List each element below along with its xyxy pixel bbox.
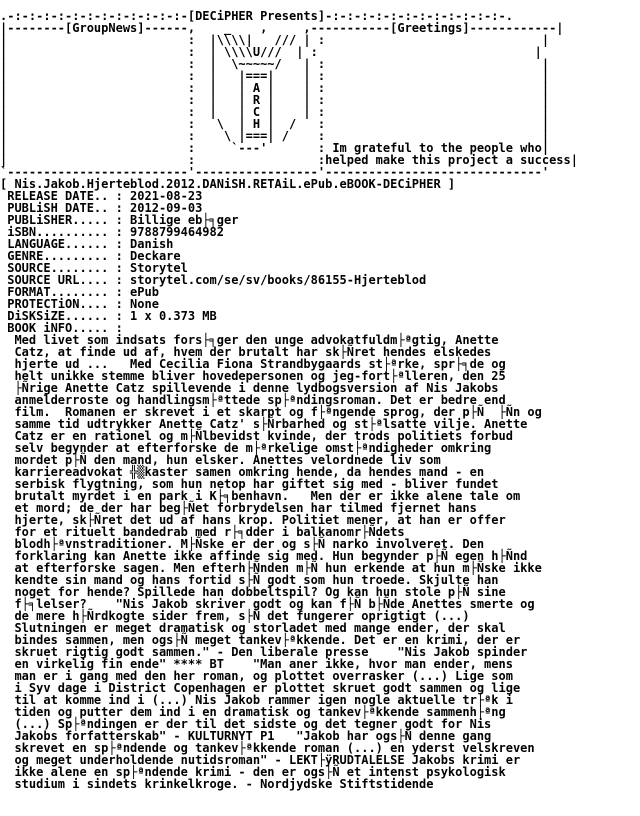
nfo-line: at efterforske sagen. Men efterh├Ñnden m├Ñ hun erkende at hun m├Ñske ikke [0,561,542,575]
nfo-line: PROTECTiON.... : None [0,297,159,311]
nfo-line: BOOK iNFO..... : [0,321,123,335]
nfo-line: Med livet som indsats fors├╕ger den unge advokatfuldm├ªgtig, Anette [0,333,499,347]
nfo-line: i Syv dage i District Copenhagen er plottet skruet godt sammen og lige [0,681,521,695]
nfo-line: film. Romanen er skrevet i et skarpt og f├ªngende sprog, der p├Ñ ├Ñn og [0,405,542,419]
nfo-line: samme tid udtrykker Anette Catz' s├Ñrbarhed og st├ªlsatte vilje. Anette [0,417,528,431]
nfo-line: man er i gang med den her roman, og plottet overrasker (...) Lige som [0,669,513,683]
nfo-line: og meget underholdende nutidsroman" - LEKT├ÿRUDTALELSE Jakobs krimi er [0,753,521,767]
nfo-line: RELEASE DATE.. : 2021-08-23 [0,189,203,203]
nfo-line: ├Ñrige Anette Catz spillevende i denne lydbogsversion af Nis Jakobs [0,381,499,395]
nfo-line: serbisk flygtning, som hun netop har giftet sig med - bliver fundet [0,477,499,491]
nfo-line: iSBN.......... : 9788799464982 [0,225,224,239]
nfo-line: Slutningen er meget dramatisk og storladet med mange ender, der skal [0,621,506,635]
nfo-line: Catz, at finde ud af, hvem der brutalt har sk├Ñret hendes elskedes [0,345,492,359]
nfo-line: forklaring kan Anette ikke affinde sig med. Hun begynder p├Ñ egen h├Ñnd [0,549,528,563]
nfo-line: f├╕lelser? "Nis Jakob skriver godt og kan f├Ñ b├Ñde Anettes smerte og [0,597,535,611]
nfo-line: FORMAT........ : ePub [0,285,159,299]
nfo-line: blodh├ªvnstraditioner. M├Ñske er der og s├Ñ narko involveret. Den [0,537,485,551]
nfo-line: for et rituelt bandedrab med r├╕dder i balkanomr├Ñdets [0,525,405,539]
nfo-line: | : `---' : Im grateful to the people who| [0,141,550,155]
nfo-line: kendte sin mand og hans fortid s├Ñ godt som hun troede. Skjulte han [0,573,499,587]
nfo-line: | : |\\\\| /// | : | [0,33,550,47]
nfo-line: GENRE......... : Deckare [0,249,181,263]
nfo-line: | : | |===| | : | [0,69,550,83]
nfo-line: SOURCE........ : Storytel [0,261,188,275]
nfo-line: de mere h├Ñrdkogte sider frem, s├Ñ det fungerer oprigtigt (...) [0,609,470,623]
nfo-line: selv begynder at efterforske de m├ªrkelige omst├ªndigheder omkring [0,441,492,455]
nfo-line: LANGUAGE...... : Danish [0,237,174,251]
nfo-line: skruet rigtig godt sammen." - Den liberale presse "Nis Jakob spinder [0,645,528,659]
nfo-line: brutalt myrdet i en park i K├╕benhavn. Men der er ikke alene tale om [0,489,521,503]
nfo-line: mordet p├Ñ den mand, hun elsker. Anettes velordnede liv som [0,453,441,467]
nfo-line: anmelderroste og handlingsm├ªttede sp├ªndingsroman. Det er bedre end [0,393,506,407]
nfo-line: | : | | A | | : | [0,81,550,95]
nfo-line: .-:-:-:-:-:-:-:-:-:-:-:-:-[DECiPHER Presents]-:-:-:-:-:-:-:-:-:-:-:-:-. [0,9,513,23]
nfo-line: [ Nis.Jakob.Hjerteblod.2012.DANiSH.RETAiL.ePub.eBOOK-DECiPHER ] [0,177,456,191]
nfo-line: PUBLiSHER..... : Billige eb├╕ger [0,213,239,227]
nfo-line: hjerte ud ... Med Cecilia Fiona Strandbygaards st├ªrke, spr├╕de og [0,357,506,371]
nfo-line: PUBLiSH DATE.. : 2012-09-03 [0,201,203,215]
nfo-line: Catz er en rationel og m├Ñlbevidst kvinde, der trods politiets forbud [0,429,513,443]
nfo-line: Jakobs forfatterskab" - KULTURNYT P1 "Jakob har ogs├Ñ denne gang [0,729,492,743]
nfo-line: tiden og putter dem ind i en dramatisk og tankev├ªkkende sammenh├ªng [0,705,506,719]
nfo-line: | : \ | H | / : | [0,117,550,131]
nfo-text-document [0,10,578,790]
nfo-line: |--------[GroupNews]------, _ , ,-----------[Greetings]------------| [0,21,564,35]
nfo-line: | : :helped make this project a success| [0,153,578,167]
nfo-line: | : | \~~~~~/ | : | [0,57,550,71]
nfo-line: et mord; de der har beg├Ñet forbrydelsen har tilmed fjernet hans [0,501,477,515]
nfo-line: helt unikke stemme bliver hovedepersonen og jeg-fort├ªlleren, den 25 [0,369,506,383]
nfo-line: | : | | R | | : | [0,93,550,107]
nfo-line: en virkelig fin ende" **** BT "Man aner ikke, hvor man ender, mens [0,657,513,671]
nfo-line: skrevet en sp├ªndende og tankev├ªkkende roman (...) en yderst velskreven [0,741,535,755]
nfo-line: til at komme ind i (...) Nis Jakob rammer igen nogle aktuelle tr├ªk i [0,693,513,707]
nfo-line: noget for hende? Spillede han dobbeltspil? Og kan hun stole p├Ñ sine [0,585,506,599]
nfo-line: ikke alene en sp├ªndende krimi - den er ogs├Ñ et intenst psykologisk [0,765,506,779]
nfo-line: | : \ |===| / : | [0,129,550,143]
nfo-line: hjerte, sk├Ñret det ud af hans krop. Politiet mener, at han er offer [0,513,506,527]
nfo-line: SOURCE URL.... : storytel.com/se/sv/books/86155-Hjerteblod [0,273,427,287]
nfo-line: studium i sindets krinkelkroge. - Nordjydske Stiftstidende [0,777,434,791]
nfo-line: karriereadvokat ╬▒kaster samen omkring hende, da hendes mand - en [0,465,485,479]
nfo-line: `-------------------------'-----------------'------------------------------' [0,165,550,179]
nfo-line: bindes sammen, men ogs├Ñ meget tankev├ªkkende. Det er en krimi, der er [0,633,521,647]
nfo-line: (...) Sp├ªndingen er der til det sidste og det tegner godt for Nis [0,717,492,731]
nfo-line: | : | \\\\U/// | : | [0,45,542,59]
nfo-line: DiSKSiZE...... : 1 x 0.373 MB [0,309,217,323]
nfo-line: | : | | C | | : | [0,105,550,119]
